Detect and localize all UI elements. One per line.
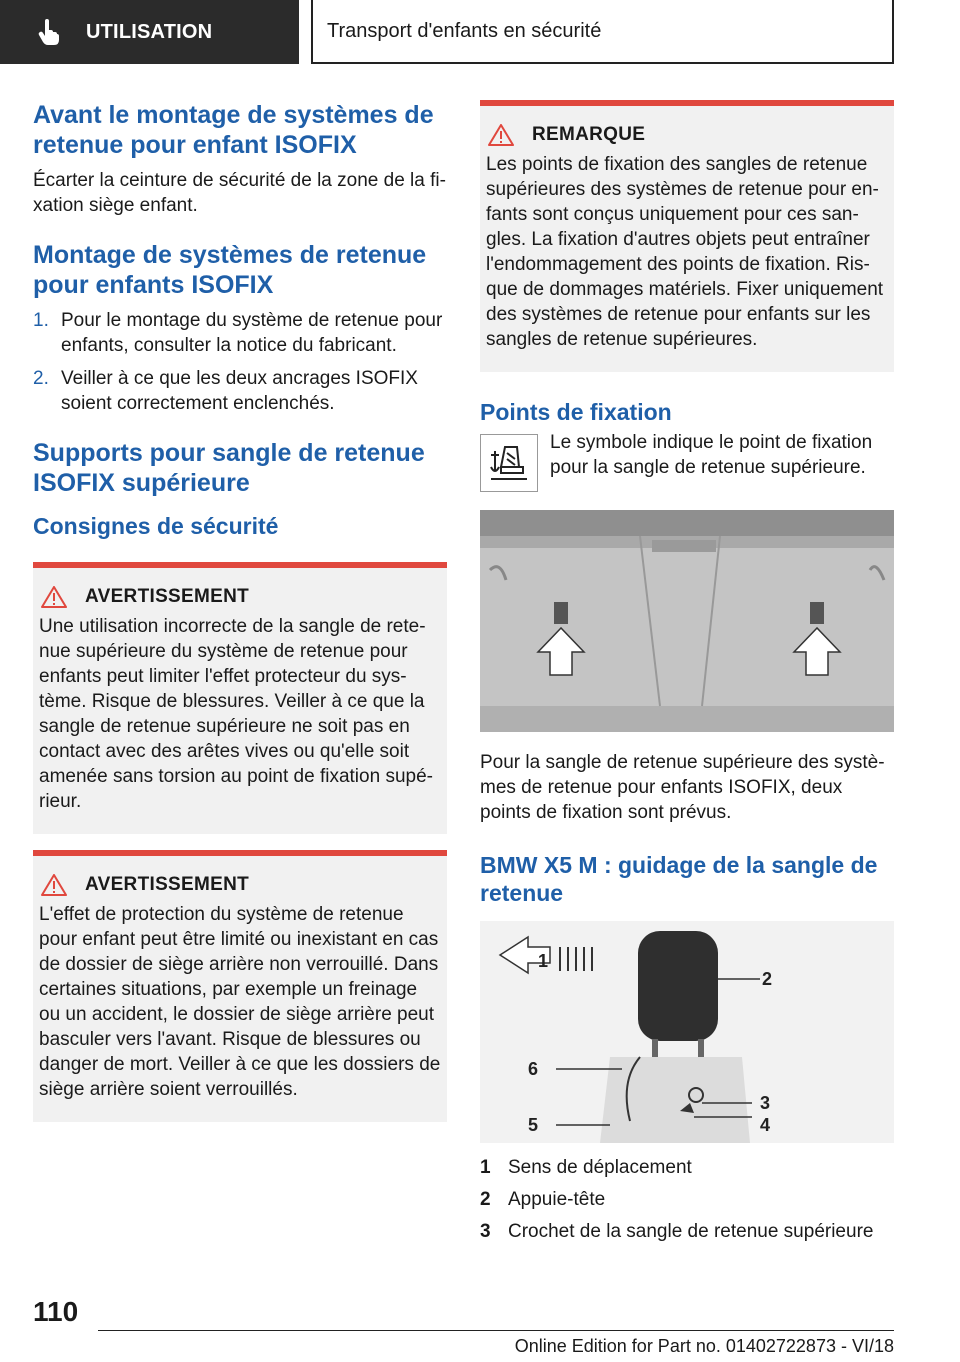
- legend-number: 1: [480, 1157, 491, 1178]
- warning-title: AVERTISSEMENT: [85, 586, 250, 607]
- diagram-label: 6: [528, 1059, 539, 1079]
- heading-before-mounting: Avant le montage de systèmes de retenue pour enfant ISOFIX: [33, 101, 434, 159]
- chapter-title: Transport d'enfants en sécurité: [327, 19, 602, 42]
- paragraph-before-mounting: Écarter la ceinture de sécurité de la zone de la fi-xation siège enfant.: [33, 170, 446, 216]
- diagram-label: 3: [760, 1093, 771, 1113]
- chapter-header: [311, 0, 894, 64]
- heading-supports: Supports pour sangle de retenue ISOFIX supérieure: [33, 439, 425, 497]
- heading-mounting: Montage de systèmes de retenue pour enfants ISOFIX: [33, 241, 427, 299]
- note-title: REMARQUE: [532, 124, 646, 145]
- step-number: 2.: [33, 368, 49, 389]
- note-text: Les points de fixation des sangles de retenue supérieures des systèmes de retenue pour en-fants sont conçus uniquement pour ces san-gles. La fixation d'autres objets peut entraîner l'endommagement des points de fixation. Ris-que de dommages matériels. Fixer uniquement des systèmes de retenue pour enfants sur les sangles de retenue supérieures.: [486, 154, 884, 350]
- child-seat-anchor-icon: [487, 441, 531, 485]
- right-column: [480, 100, 894, 1251]
- mounting-steps: [33, 308, 447, 416]
- step-number: 1.: [33, 310, 49, 331]
- warning-title: AVERTISSEMENT: [85, 874, 250, 895]
- page-number: 110: [33, 1296, 79, 1327]
- diagram-label: 2: [762, 969, 773, 989]
- warning-box: [33, 850, 447, 1122]
- warning-text: L'effet de protection du système de retenue pour enfant peut être limité ou inexistant en cas de dossier de siège arrière non verrouillé. Dans certaines situations, par exemple un freinage ou un accident, le dossier de siège arrière peut basculer vers l'avant. Risque de blessures ou danger de mort. Veiller à ce que les dossiers de siège arrière soient verrouillés.: [39, 904, 441, 1100]
- edition-info: Online Edition for Part no. 01402722873 - VI/18: [514, 1336, 894, 1356]
- trunk-anchor-photo: [480, 510, 894, 732]
- diagram-label: 5: [528, 1115, 539, 1135]
- legend-text: Sens de déplacement: [508, 1157, 692, 1178]
- heading-anchor-points: Points de fixation: [480, 399, 672, 425]
- list-item: [33, 308, 447, 358]
- list-item: [480, 1155, 894, 1180]
- heading-strap-guide: BMW X5 M : guidage de la sangle de retenue: [480, 852, 878, 906]
- warning-text: Une utilisation incorrecte de la sangle de rete-nue supérieure du système de retenue pour enfants peut limiter l'effet protecteur du sys-tème. Risque de blessures. Veiller à ce que la sangle de retenue supérieure ne soit pas en contact avec des arêtes vives ou qu'elle soit amenée sans torsion au point de fixation supé-rieur.: [39, 616, 433, 812]
- step-text: Pour le montage du système de retenue pour enfants, consulter la notice du fabricant.: [61, 310, 443, 356]
- list-item: [480, 1219, 894, 1244]
- paragraph-anchor-points: Pour la sangle de retenue supérieure des systè-mes de retenue pour enfants ISOFIX, deux points de fixation sont prévus.: [480, 752, 885, 823]
- warning-box: [33, 562, 447, 834]
- note-box: [480, 100, 894, 372]
- section-tab: [0, 0, 299, 64]
- footer-divider: [98, 1330, 894, 1331]
- left-column: [33, 100, 447, 1122]
- warning-triangle-icon: [41, 874, 67, 896]
- legend-number: 2: [480, 1189, 491, 1210]
- legend-number: 3: [480, 1221, 491, 1242]
- symbol-description: Le symbole indique le point de fixation pour la sangle de retenue supérieure.: [550, 432, 873, 478]
- heading-safety: Consignes de sécurité: [33, 513, 279, 539]
- diagram-legend: [480, 1155, 894, 1244]
- warning-triangle-icon: [488, 124, 514, 146]
- top-tether-symbol: [480, 434, 538, 492]
- strap-guide-diagram: [480, 921, 894, 1143]
- list-item: [480, 1187, 894, 1212]
- diagram-label: 4: [760, 1115, 771, 1135]
- list-item: [33, 366, 447, 416]
- hand-pointer-icon: [38, 19, 60, 45]
- diagram-label: 1: [538, 951, 549, 971]
- legend-text: Appuie-tête: [508, 1189, 606, 1210]
- step-text: Veiller à ce que les deux ancrages ISOFIX soient correctement enclenchés.: [61, 368, 418, 414]
- section-title: UTILISATION: [86, 20, 213, 43]
- warning-triangle-icon: [41, 586, 67, 608]
- legend-text: Crochet de la sangle de retenue supérieure: [508, 1221, 874, 1242]
